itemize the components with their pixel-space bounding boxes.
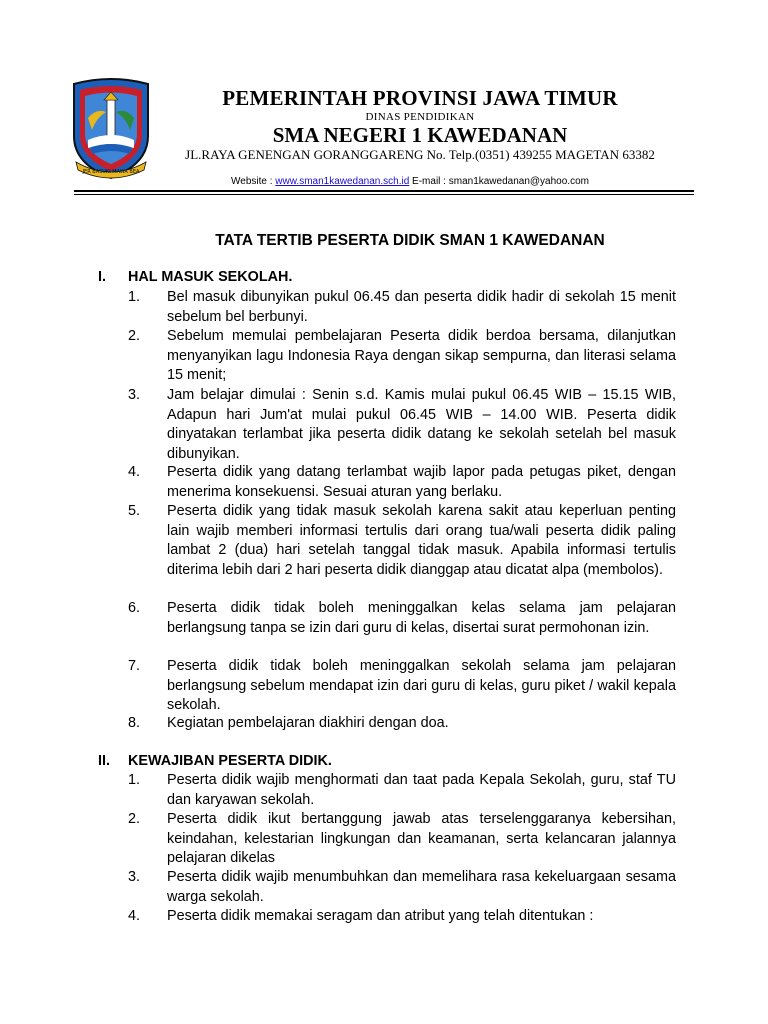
item-text: Kegiatan pembelajaran diakhiri dengan doa. — [167, 715, 449, 731]
section-heading — [98, 268, 292, 288]
item-text: Bel masuk dibunyikan pukul 06.45 dan peserta didik hadir di sekolah 15 menit sebelum bel berbunyi. — [167, 289, 676, 325]
section-title: KEWAJIBAN PESERTA DIDIK. — [128, 753, 332, 769]
item-text: Sebelum memulai pembelajaran Peserta didik berdoa bersama, dilanjutkan menyanyikan lagu Indonesia Raya dengan sikap sempurna, dan literasi selama 15 menit; — [167, 328, 676, 383]
department-name: DINAS PENDIDIKAN — [365, 111, 475, 123]
item-number: 6. — [128, 600, 141, 616]
item-number: 1. — [128, 772, 141, 788]
section-heading — [98, 752, 332, 772]
item-number: 3. — [128, 387, 141, 403]
website-label: Website : — [231, 176, 273, 187]
list-item — [128, 907, 676, 927]
email-label: E-mail : — [412, 176, 446, 187]
list-item — [128, 327, 676, 386]
letterhead-divider-thin — [74, 194, 694, 195]
item-number: 1. — [128, 289, 141, 305]
item-number: 8. — [128, 715, 141, 731]
list-item — [128, 386, 676, 464]
list-item — [128, 810, 676, 869]
east-java-emblem-logo — [66, 78, 156, 182]
item-number: 2. — [128, 328, 141, 344]
item-text: Peserta didik ikut bertanggung jawab atas terselenggaranya kebersihan, keindahan, kelestarian lingkungan dan keamanan, serta kelancaran jalannya pelajaran dikelas — [167, 811, 676, 866]
list-item — [128, 714, 676, 734]
list-item — [128, 771, 676, 810]
website-link[interactable]: www.sman1kawedanan.sch.id — [275, 176, 410, 187]
section-title: HAL MASUK SEKOLAH. — [128, 269, 293, 285]
section-number: I. — [98, 269, 106, 285]
item-text: Jam belajar dimulai : Senin s.d. Kamis mulai pukul 06.45 WIB – 15.15 WIB, Adapun hari Jum'at mulai pukul 06.45 WIB – 14.00 WIB. Peserta didik dinyatakan terlambat jika peserta didik datang ke sekolah setelah bel masuk dibunyikan. — [167, 387, 676, 462]
item-number: 4. — [128, 464, 141, 480]
item-text: Peserta didik yang tidak masuk sekolah karena sakit atau keperluan penting lain wajib memberi informasi tertulis dari orang tua/wali peserta didik paling lambat 2 (dua) hari setelah tanggal tidak masuk. Apabila informasi tertulis diterima lebih dari 2 hari peserta didik dianggap atau dicatat alpa (membolos). — [167, 503, 676, 578]
item-text: Peserta didik wajib menghormati dan taat pada Kepala Sekolah, guru, staf TU dan karyawan sekolah. — [167, 772, 676, 808]
item-text: Peserta didik tidak boleh meninggalkan sekolah selama jam pelajaran berlangsung sebelum mendapat izin dari guru di kelas, guru piket / wakil kepala sekolah. — [167, 658, 676, 713]
list-item — [128, 868, 676, 907]
section-number: II. — [98, 753, 110, 769]
school-address: JL.RAYA GENENGAN GORANGGARENG No. Telp.(0351) 439255 MAGETAN 63382 — [185, 147, 655, 162]
list-item — [128, 463, 676, 502]
item-text: Peserta didik memakai seragam dan atribut yang telah ditentukan : — [167, 908, 594, 924]
list-item — [128, 599, 676, 638]
letterhead-divider-thick — [74, 190, 694, 192]
item-text: Peserta didik wajib menumbuhkan dan memelihara rasa kekeluargaan sesama warga sekolah. — [167, 869, 676, 905]
item-text: Peserta didik tidak boleh meninggalkan kelas selama jam pelajaran berlangsung tanpa se izin dari guru di kelas, disertai surat permohonan izin. — [167, 600, 676, 636]
svg-text:JER BASUKI MAWA BEA: JER BASUKI MAWA BEA — [82, 169, 140, 175]
contact-line — [150, 176, 670, 187]
item-text: Peserta didik yang datang terlambat wajib lapor pada petugas piket, dengan menerima konsekuensi. Sesuai aturan yang berlaku. — [167, 464, 676, 500]
list-item — [128, 502, 676, 580]
item-number: 7. — [128, 658, 141, 674]
email-address: sman1kawedanan@yahoo.com — [448, 176, 589, 187]
item-number: 3. — [128, 869, 141, 885]
list-item — [128, 657, 676, 716]
school-name: SMA NEGERI 1 KAWEDANAN — [272, 123, 568, 147]
item-number: 5. — [128, 503, 141, 519]
document-title: TATA TERTIB PESERTA DIDIK SMAN 1 KAWEDANAN — [215, 232, 605, 249]
list-item — [128, 288, 676, 327]
province-name: PEMERINTAH PROVINSI JAWA TIMUR — [222, 86, 618, 110]
item-number: 2. — [128, 811, 141, 827]
item-number: 4. — [128, 908, 141, 924]
